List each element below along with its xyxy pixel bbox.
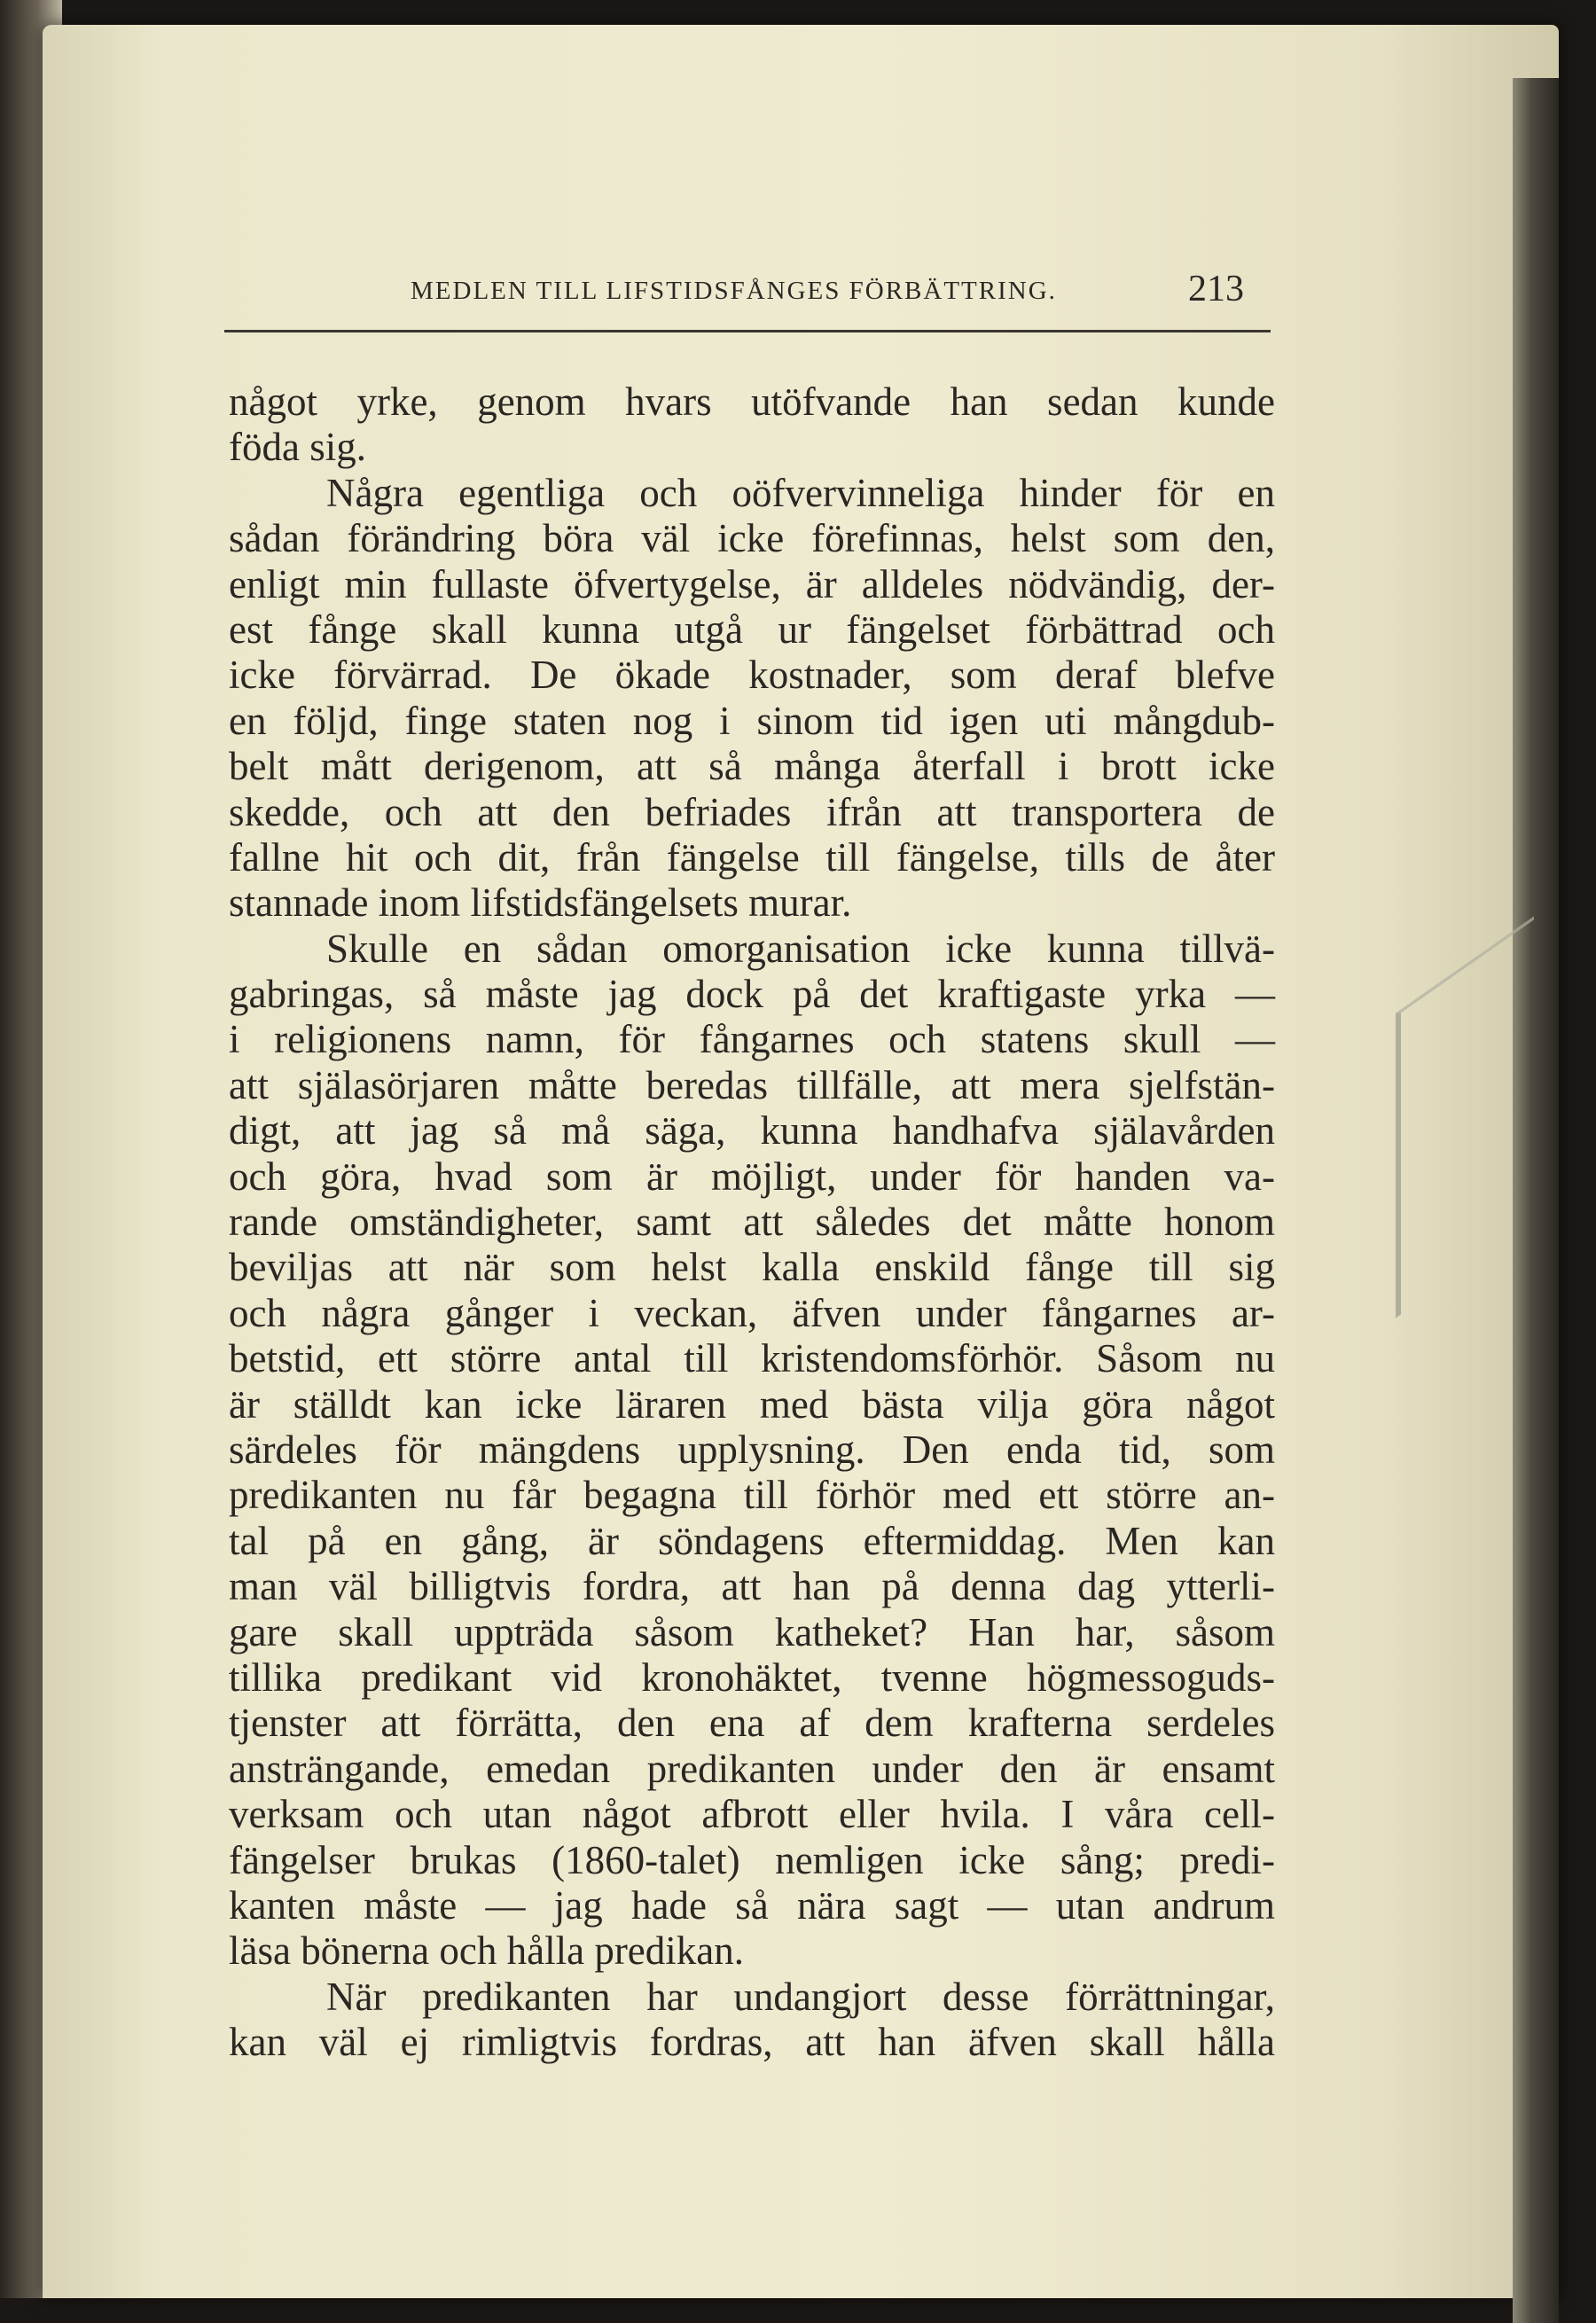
- text-line: att själasörjaren måtte beredas tillfälle, att mera sjelfstän-: [229, 1062, 1275, 1107]
- text-line: est fånge skall kunna utgå ur fängelset förbättrad och: [229, 606, 1275, 652]
- text-line: tjenster att förrätta, den ena af dem krafterna serdeles: [229, 1701, 1275, 1746]
- book-page: [43, 25, 1559, 2298]
- text-line: icke förvärrad. De ökade kostnader, som deraf blefve: [229, 653, 1275, 698]
- text-line: belt mått derigenom, att så många återfall i brott icke: [229, 744, 1275, 789]
- page-header: [224, 269, 1271, 332]
- text-line: läsa bönerna och hålla predikan.: [229, 1928, 745, 1974]
- text-line: särdeles för mängdens upplysning. Den enda tid, som: [229, 1427, 1275, 1472]
- text-line: något yrke, genom hvars utöfvande han sedan kunde: [229, 379, 1275, 424]
- text-line: föda sig.: [229, 425, 366, 470]
- text-line: ansträngande, emedan predikanten under den är ensamt: [229, 1746, 1275, 1791]
- text-line: enligt min fullaste öfvertygelse, är alldeles nödvändig, der-: [229, 561, 1275, 606]
- text-line: Några egentliga och oöfvervinneliga hinder för en: [326, 470, 1275, 515]
- text-line: fallne hit och dit, från fängelse till fängelse, tills de åter: [229, 834, 1275, 880]
- text-line: kan väl ej rimligtvis fordras, att han äfven skall hålla: [229, 2020, 1275, 2065]
- text-line: betstid, ett större antal till kristendomsförhör. Såsom nu: [229, 1336, 1275, 1381]
- text-line: stannade inom lifstidsfängelsets murar.: [229, 880, 852, 926]
- text-line: man väl billigtvis fordra, att han på denna dag ytterli-: [229, 1564, 1275, 1609]
- text-line: tal på en gång, är söndagens eftermiddag. Men kan: [229, 1518, 1275, 1563]
- running-head: MEDLEN TILL LIFSTIDSFÅNGES FÖRBÄTTRING.: [411, 277, 1057, 305]
- text-line: sådan förändring böra väl icke förefinnas, helst som den,: [229, 516, 1275, 561]
- page-number: 213: [1188, 269, 1244, 309]
- text-line: i religionens namn, för fångarnes och statens skull —: [229, 1017, 1275, 1062]
- text-line: är ställdt kan icke läraren med bästa vilja göra något: [229, 1381, 1275, 1427]
- text-line: gabringas, så måste jag dock på det kraftigaste yrka —: [229, 972, 1275, 1017]
- text-line: digt, att jag så må säga, kunna handhafva själavården: [229, 1108, 1275, 1154]
- text-line: och göra, hvad som är möjligt, under för handen va-: [229, 1154, 1275, 1199]
- text-line: en följd, finge staten nog i sinom tid igen uti mångdub-: [229, 698, 1275, 743]
- text-line: skedde, och att den befriades ifrån att transportera de: [229, 789, 1275, 834]
- text-line: predikanten nu får begagna till förhör med ett större an-: [229, 1473, 1275, 1518]
- text-line: beviljas att när som helst kalla enskild fånge till sig: [229, 1245, 1275, 1290]
- text-line: När predikanten har undangjort desse förrättningar,: [326, 1974, 1275, 2019]
- text-line: och några gånger i veckan, äfven under fångarnes ar-: [229, 1290, 1275, 1335]
- text-line: verksam och utan något afbrott eller hvila. I våra cell-: [229, 1792, 1275, 1837]
- text-line: tillika predikant vid kronohäktet, tvenne högmessoguds-: [229, 1654, 1275, 1700]
- text-line: kanten måste — jag hade så nära sagt — utan andrum: [229, 1882, 1275, 1928]
- text-line: Skulle en sådan omorganisation icke kunna tillvä-: [326, 926, 1275, 971]
- text-line: rande omständigheter, samt att således det måtte honom: [229, 1200, 1275, 1245]
- body-text: [229, 379, 1275, 2065]
- text-line: gare skall uppträda såsom katheket? Han har, såsom: [229, 1609, 1275, 1654]
- text-line: fängelser brukas (1860-talet) nemligen icke sång; predi-: [229, 1837, 1275, 1882]
